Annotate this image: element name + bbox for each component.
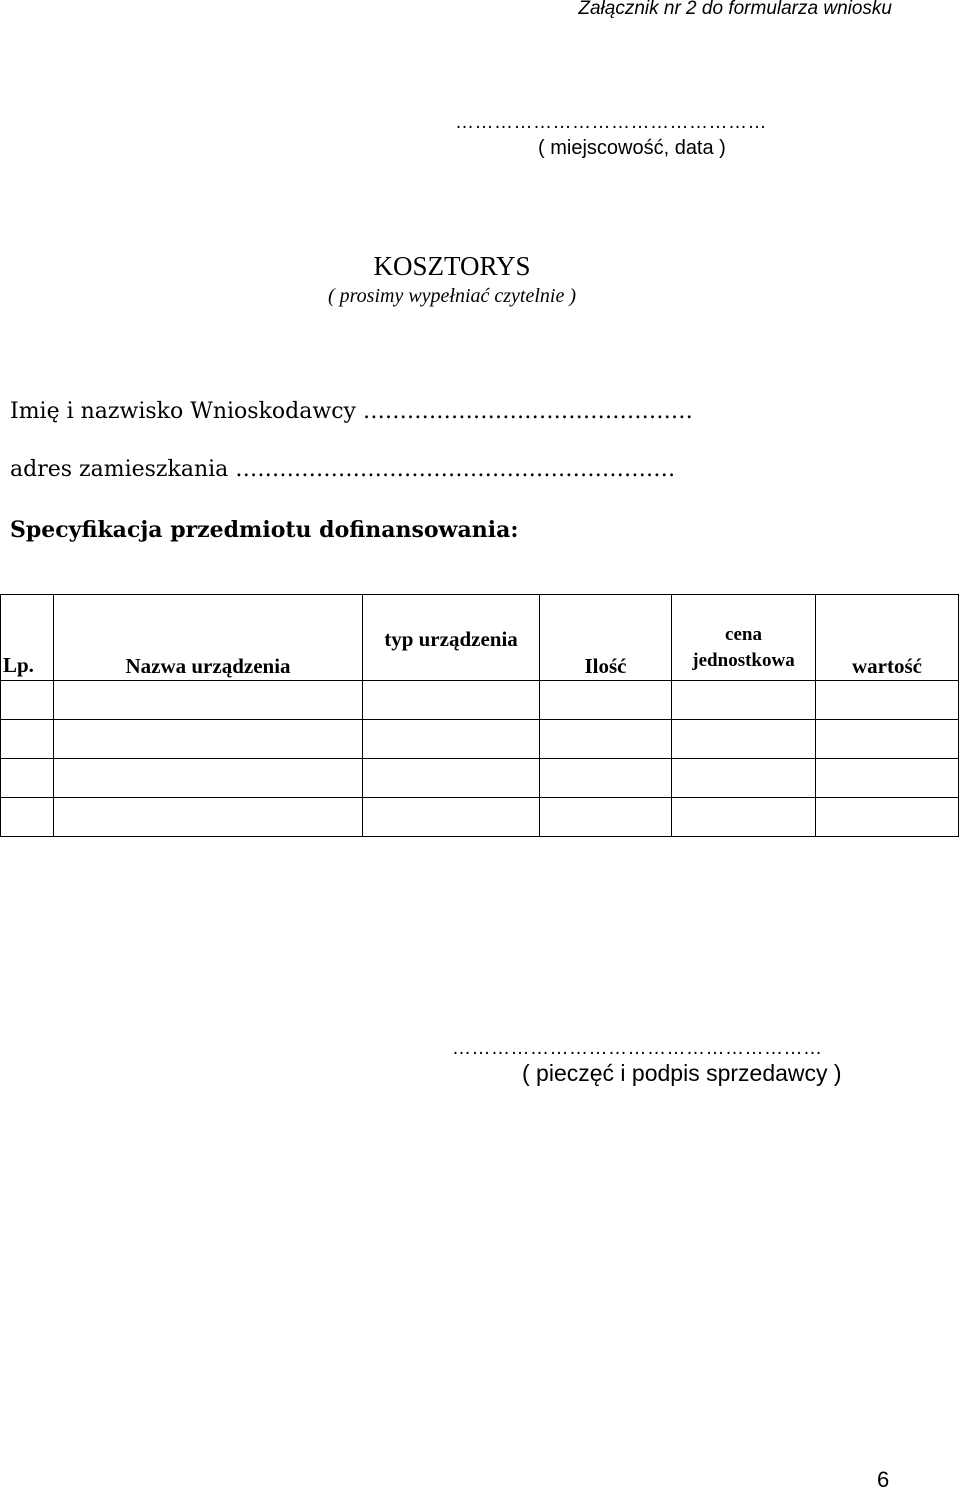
stamp-signature-label: ( pieczęć i podpis sprzedawcy )	[522, 1060, 842, 1086]
table-header-row	[1, 595, 959, 681]
cell-device-type[interactable]	[363, 681, 540, 720]
cell-unit-price[interactable]	[672, 798, 816, 837]
place-date-dotted-line: …………………………………………	[455, 112, 767, 133]
column-header-device-name: Nazwa urządzenia	[54, 595, 363, 681]
cell-quantity[interactable]	[540, 681, 672, 720]
cell-device-name[interactable]	[54, 681, 363, 720]
cell-device-type[interactable]	[363, 759, 540, 798]
cell-unit-price[interactable]	[672, 720, 816, 759]
document-subtitle: ( prosimy wypełniać czytelnie )	[327, 285, 577, 307]
cell-device-name[interactable]	[54, 720, 363, 759]
stamp-signature-dotted-line: …………………………………………………	[452, 1038, 823, 1059]
specification-heading: Specyfikacja przedmiotu dofinansowania:	[10, 517, 519, 543]
table-row	[1, 798, 959, 837]
cell-value[interactable]	[816, 681, 959, 720]
cell-lp[interactable]	[1, 720, 54, 759]
attachment-note: Załącznik nr 2 do formularza wniosku	[578, 0, 892, 19]
table-row	[1, 720, 959, 759]
cell-value[interactable]	[816, 759, 959, 798]
applicant-address-field: adres zamieszkania ……………………………………………………	[10, 457, 676, 482]
cell-lp[interactable]	[1, 681, 54, 720]
cell-unit-price[interactable]	[672, 681, 816, 720]
cell-value[interactable]	[816, 720, 959, 759]
cell-quantity[interactable]	[540, 759, 672, 798]
table-row	[1, 759, 959, 798]
cell-lp[interactable]	[1, 759, 54, 798]
column-header-quantity: Ilość	[540, 595, 672, 681]
table-row	[1, 681, 959, 720]
column-header-lp: Lp.	[1, 595, 54, 681]
column-header-value: wartość	[816, 595, 959, 681]
cell-device-name[interactable]	[54, 759, 363, 798]
specification-table	[0, 594, 959, 837]
cell-device-type[interactable]	[363, 720, 540, 759]
applicant-name-field: Imię i nazwisko Wnioskodawcy ………………………………………	[10, 399, 693, 424]
cell-value[interactable]	[816, 798, 959, 837]
document-title: KOSZTORYS	[373, 251, 531, 281]
column-header-device-type: typ urządzenia	[363, 595, 540, 681]
column-header-unit-price: cena jednostkowa	[672, 595, 816, 681]
cell-unit-price[interactable]	[672, 759, 816, 798]
cell-lp[interactable]	[1, 798, 54, 837]
cell-device-type[interactable]	[363, 798, 540, 837]
cell-device-name[interactable]	[54, 798, 363, 837]
place-date-label: ( miejscowość, data )	[538, 137, 726, 159]
cell-quantity[interactable]	[540, 798, 672, 837]
cell-quantity[interactable]	[540, 720, 672, 759]
page-number: 6	[877, 1467, 890, 1492]
